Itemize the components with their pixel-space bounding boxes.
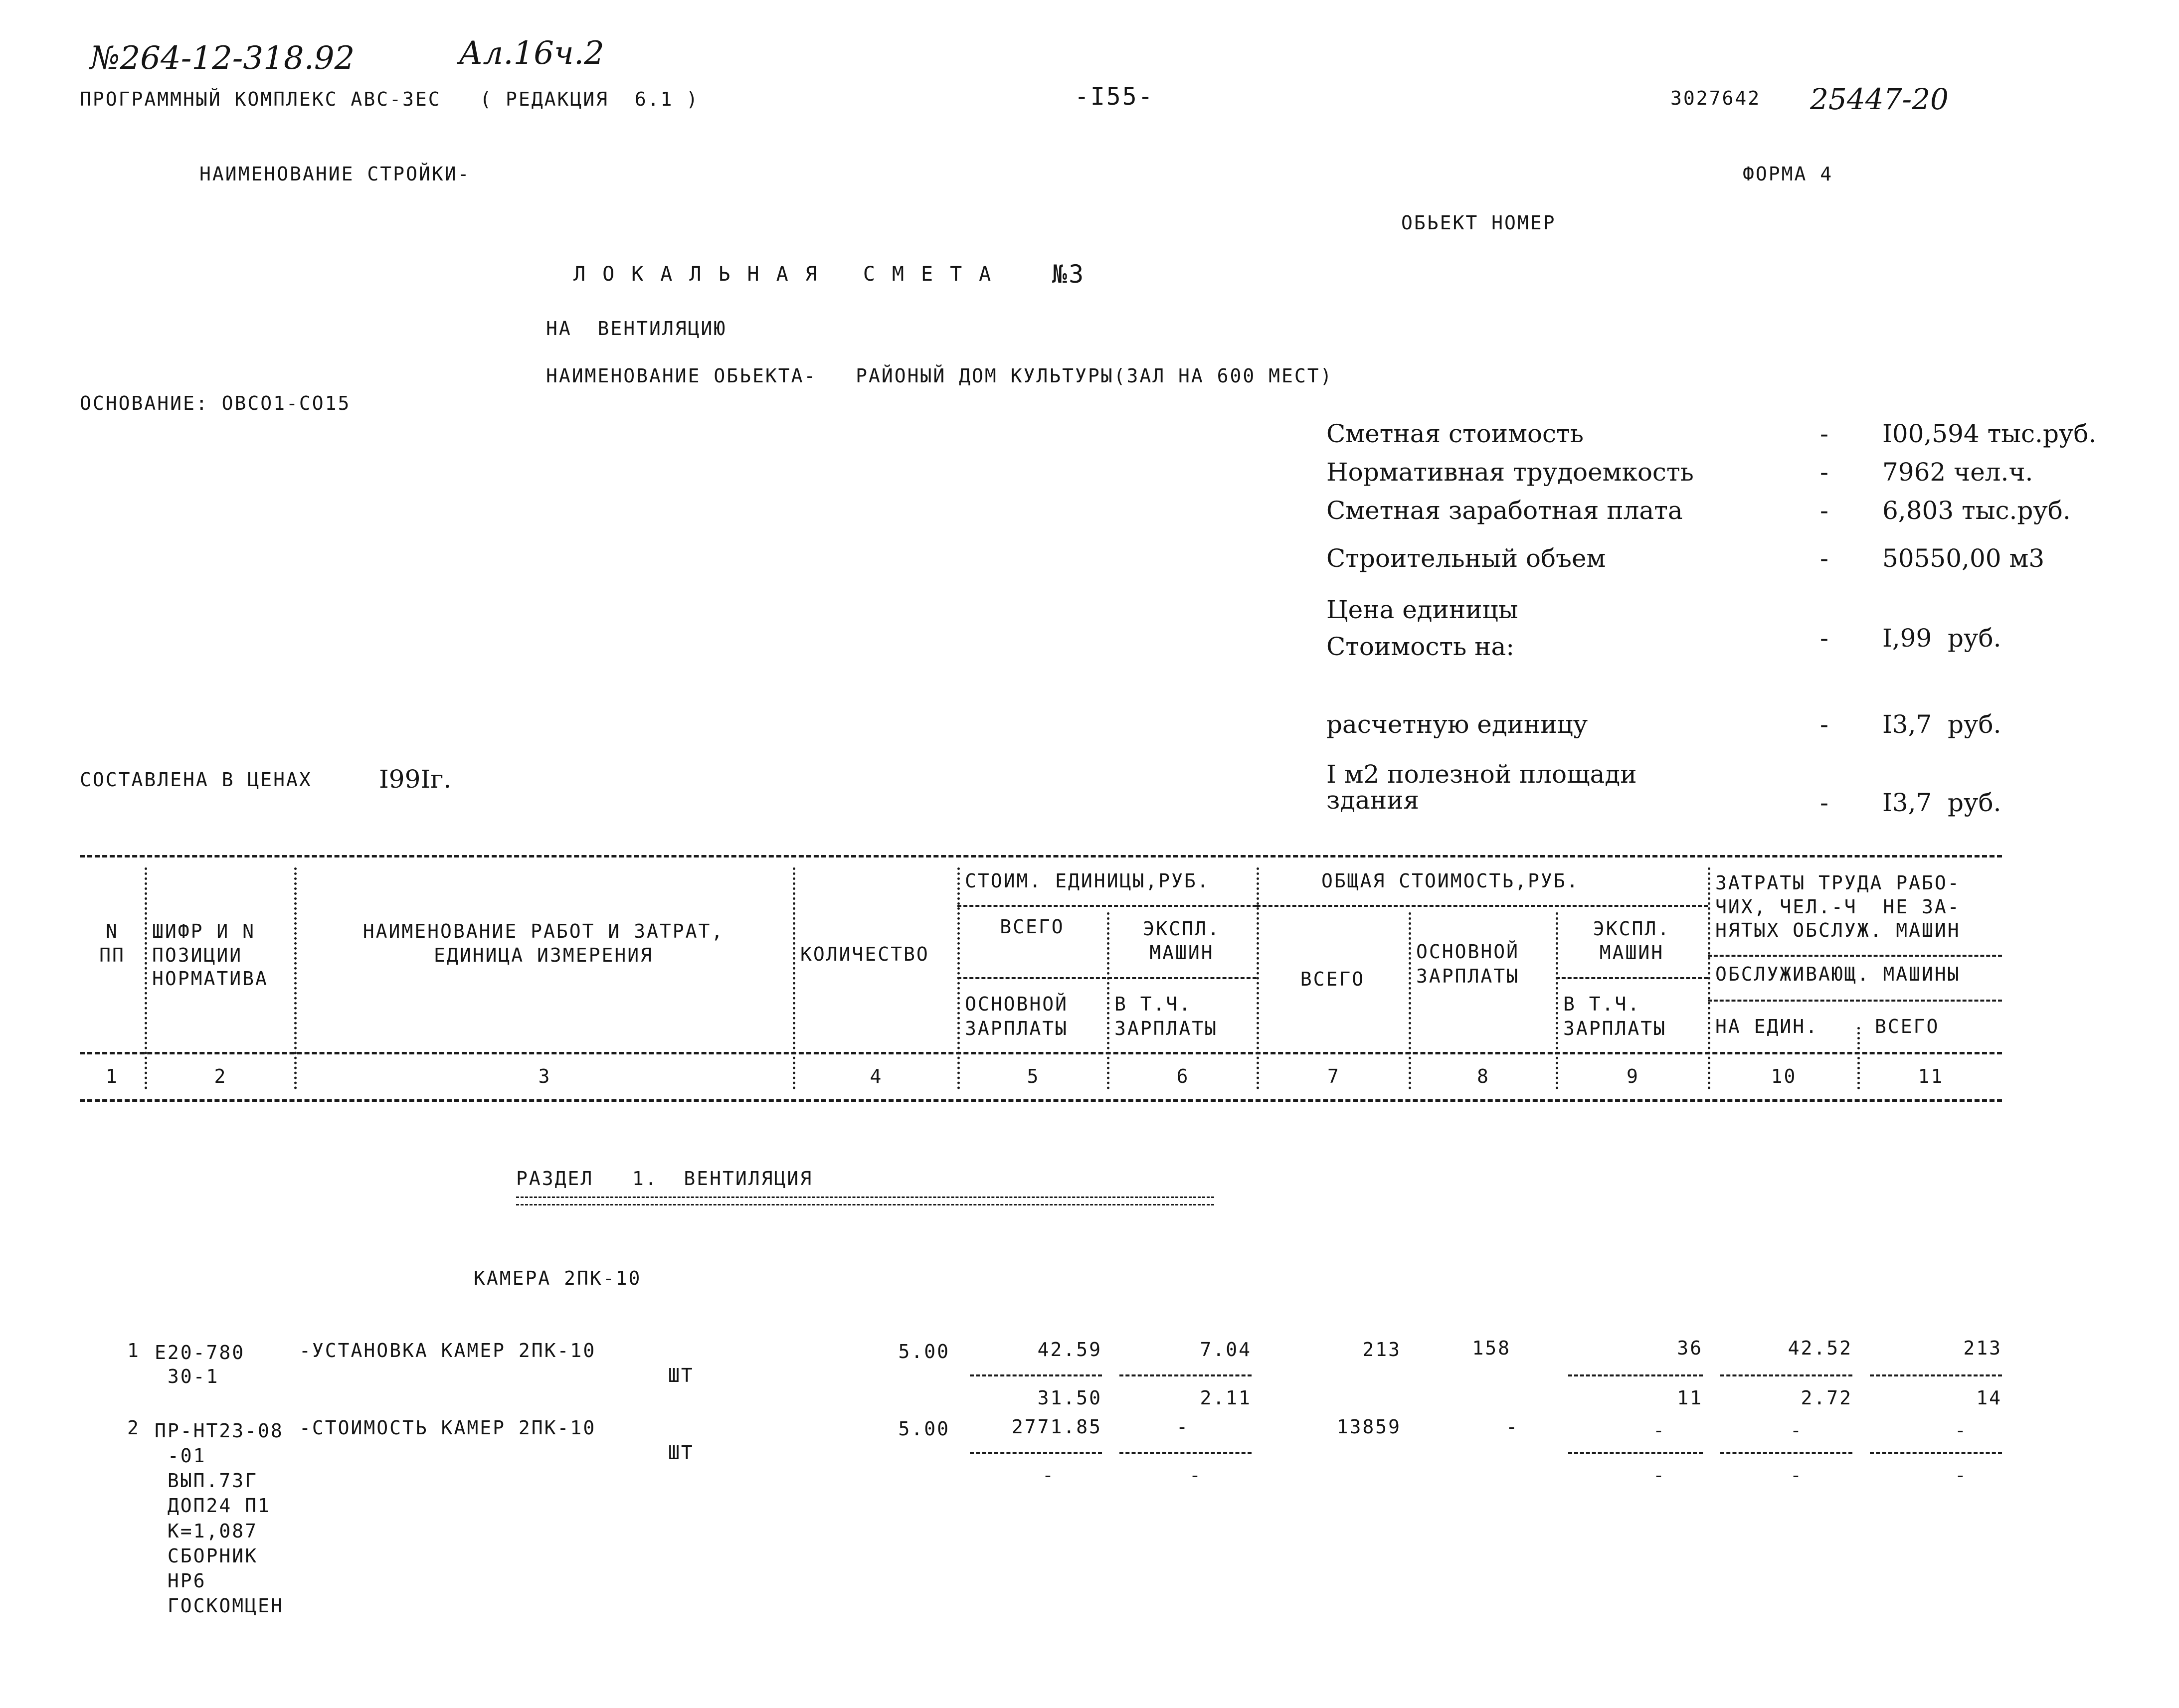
summary-dash: - [1820,788,1828,817]
summary-label: Сметная стоимость [1326,419,1584,448]
cell-rule [1119,1374,1252,1376]
header-total-machine-wages: В Т.Ч. ЗАРПЛАТЫ [1563,993,1667,1040]
group-rule [1708,955,2002,957]
row-labor-total-service: - [1955,1464,1968,1486]
row-code: Е20-780 30-1 [155,1342,245,1387]
row-total-machine-wages: - [1653,1464,1666,1486]
cell-rule [1720,1452,1852,1454]
column-number: 11 [1918,1065,1944,1087]
construction-label: НАИМЕНОВАНИЕ СТРОЙКИ- [199,163,471,185]
summary-label: здания [1326,786,1420,815]
row-total-wages: 158 [1472,1337,1511,1359]
row-number: 1 [127,1340,140,1362]
column-divider [1708,867,1710,1089]
header-labor-total: ВСЕГО [1875,1016,1940,1037]
cell-rule [970,1452,1102,1454]
estimate-subject: НА ВЕНТИЛЯЦИЮ [546,318,727,340]
summary-value: I,99 руб. [1882,624,2001,653]
column-number: 5 [1027,1065,1040,1087]
handwritten-sheet-number: Ал.16ч.2 [459,35,604,72]
cell-rule [1119,1452,1252,1454]
table-header-rule [80,1052,2002,1054]
summary-label: расчетную единицу [1326,710,1588,739]
column-number: 3 [538,1065,551,1087]
program-line: ПРОГРАММНЫЙ КОМПЛЕКС АВС-3ЕС ( РЕДАКЦИЯ 6.1 ) [80,88,700,110]
summary-value: I3,7 руб. [1882,788,2001,817]
table-number-rule [80,1099,2002,1102]
section-subtitle: КАМЕРА 2ПК-10 [474,1267,642,1289]
summary-label: Нормативная трудоемкость [1326,458,1694,487]
header-total: ВСЕГО [1300,968,1365,990]
header-labor-per-unit: НА ЕДИН. [1715,1016,1819,1037]
handwritten-document-number: №264-12-318.92 [90,40,355,77]
summary-value: 50550,00 м3 [1882,544,2045,573]
row-labor-per-unit-service: - [1790,1464,1803,1486]
row-unit-machine-wages: - [1189,1464,1202,1486]
row-quantity: 5.00 [898,1341,950,1363]
summary-value: I00,594 тыс.руб. [1882,419,2097,448]
summary-label: Сметная заработная плата [1326,496,1683,525]
summary-dash: - [1820,458,1828,487]
group-rule [957,905,1257,907]
row-total-machines: - [1653,1419,1666,1441]
group-rule [1708,1000,2002,1002]
row-total-machines: 36 [1677,1337,1703,1359]
summary-label: Цена единицы [1326,595,1518,624]
row-work-name: -УСТАНОВКА КАМЕР 2ПК-10 [299,1340,596,1362]
row-unit: ШТ [668,1442,694,1464]
header-total-wages: ОСНОВНОЙ ЗАРПЛАТЫ [1416,941,1520,988]
cell-rule [1870,1374,2002,1376]
summary-dash: - [1820,710,1828,739]
column-number: 2 [214,1065,227,1087]
row-code: ПР-НТ23-08 -01 ВЫП.73Г ДОП24 П1 К=1,087 СБОРНИК НР6 ГОСКОМЦЕН [155,1420,284,1617]
column-number: 4 [870,1065,883,1087]
column-number: 10 [1771,1065,1797,1087]
summary-dash: - [1820,544,1828,573]
column-number: 9 [1627,1065,1639,1087]
column-number: 6 [1176,1065,1190,1087]
header-unit-machines: ЭКСПЛ. МАШИН [1143,918,1221,964]
header-unit-cost-group: СТОИМ. ЕДИНИЦЫ,РУБ. [965,870,1210,892]
summary-value: 7962 чел.ч. [1882,458,2033,487]
header-labor-group: ЗАТРАТЫ ТРУДА РАБО- ЧИХ, ЧЕЛ.-Ч НЕ ЗА- НЯТЫХ ОБСЛУЖ. МАШИН [1715,872,1961,941]
group-rule [1556,977,1708,979]
summary-value: 6,803 тыс.руб. [1882,496,2071,525]
column-divider [793,867,795,1089]
summary-label: Стоимость на: [1326,632,1515,661]
group-rule [1257,905,1708,907]
cell-rule [970,1374,1102,1376]
row-unit-machines: 7.04 [1200,1339,1252,1361]
document-code: 3027642 [1670,87,1761,109]
row-total: 13859 [1336,1416,1401,1438]
summary-dash: - [1820,419,1828,448]
table-top-rule [80,855,2002,857]
object-number-label: ОБЬЕКТ НОМЕР [1401,212,1556,234]
handwritten-code: 25447-20 [1810,82,1949,116]
header-unit-total: ВСЕГО [1000,916,1065,938]
object-name-line: НАИМЕНОВАНИЕ ОБЬЕКТА- РАЙОНЫЙ ДОМ КУЛЬТУРЫ(ЗАЛ НА 600 МЕСТ) [546,365,1333,387]
row-labor-per-unit: 42.52 [1788,1337,1852,1359]
row-unit-machines: - [1176,1416,1189,1438]
header-unit-machine-wages: В Т.Ч. ЗАРПЛАТЫ [1114,993,1218,1040]
header-unit-wages: ОСНОВНОЙ ЗАРПЛАТЫ [965,993,1069,1040]
row-total: 213 [1362,1339,1401,1361]
section-underline [516,1196,1214,1205]
row-unit-wages: - [1042,1464,1055,1486]
row-unit-wages: 31.50 [1037,1387,1102,1409]
estimate-number: №3 [1052,260,1086,289]
header-quantity: КОЛИЧЕСТВО [800,943,929,965]
summary-value: I3,7 руб. [1882,710,2001,739]
column-divider [1409,912,1411,1089]
estimate-title: ЛОКАЛЬНАЯ СМЕТА [573,263,1008,286]
column-number: 7 [1327,1065,1340,1087]
column-number: 8 [1477,1065,1490,1087]
cell-rule [1568,1452,1703,1454]
row-labor-per-unit-service: 2.72 [1801,1387,1852,1409]
row-unit: ШТ [668,1365,694,1386]
row-number: 2 [127,1417,140,1439]
row-labor-per-unit: - [1790,1419,1803,1441]
row-unit-machine-wages: 2.11 [1200,1387,1252,1409]
column-divider [145,867,147,1089]
row-work-name: -СТОИМОСТЬ КАМЕР 2ПК-10 [299,1417,596,1439]
prices-label: СОСТАВЛЕНА В ЦЕНАХ [80,769,312,791]
row-total-machine-wages: 11 [1677,1387,1703,1409]
header-total-cost-group: ОБЩАЯ СТОИМОСТЬ,РУБ. [1321,870,1580,892]
row-unit-total: 42.59 [1037,1339,1102,1361]
header-code: ШИФР И N ПОЗИЦИИ НОРМАТИВА [152,920,268,990]
form-label: ФОРМА 4 [1743,163,1833,185]
summary-dash: - [1820,496,1828,525]
row-labor-total: 213 [1963,1337,2002,1359]
page-number: -I55- [1075,83,1154,111]
cell-rule [1870,1452,2002,1454]
cell-rule [1720,1374,1852,1376]
header-labor-service: ОБСЛУЖИВАЮЩ. МАШИНЫ [1715,963,1961,985]
summary-label: Строительный объем [1326,544,1606,573]
column-number: 1 [106,1065,119,1087]
row-labor-total-service: 14 [1976,1387,2002,1409]
prices-year: I99Iг. [379,765,452,794]
header-row-number: N ПП [99,920,125,966]
summary-dash: - [1820,624,1828,653]
group-rule [957,977,1257,979]
cell-rule [1568,1374,1703,1376]
row-total-wages: - [1506,1416,1519,1438]
row-labor-total: - [1955,1419,1968,1441]
header-work-name: НАИМЕНОВАНИЕ РАБОТ И ЗАТРАТ, ЕДИНИЦА ИЗМЕРЕНИЯ [363,920,725,966]
basis-line: ОСНОВАНИЕ: ОВСО1-СО15 [80,392,351,414]
section-title: РАЗДЕЛ 1. ВЕНТИЛЯЦИЯ [516,1168,813,1190]
summary-label: I м2 полезной площади [1326,760,1637,789]
column-divider [294,867,297,1089]
header-total-machines: ЭКСПЛ. МАШИН [1593,918,1671,964]
row-unit-total: 2771.85 [1011,1416,1102,1438]
row-quantity: 5.00 [898,1418,950,1440]
